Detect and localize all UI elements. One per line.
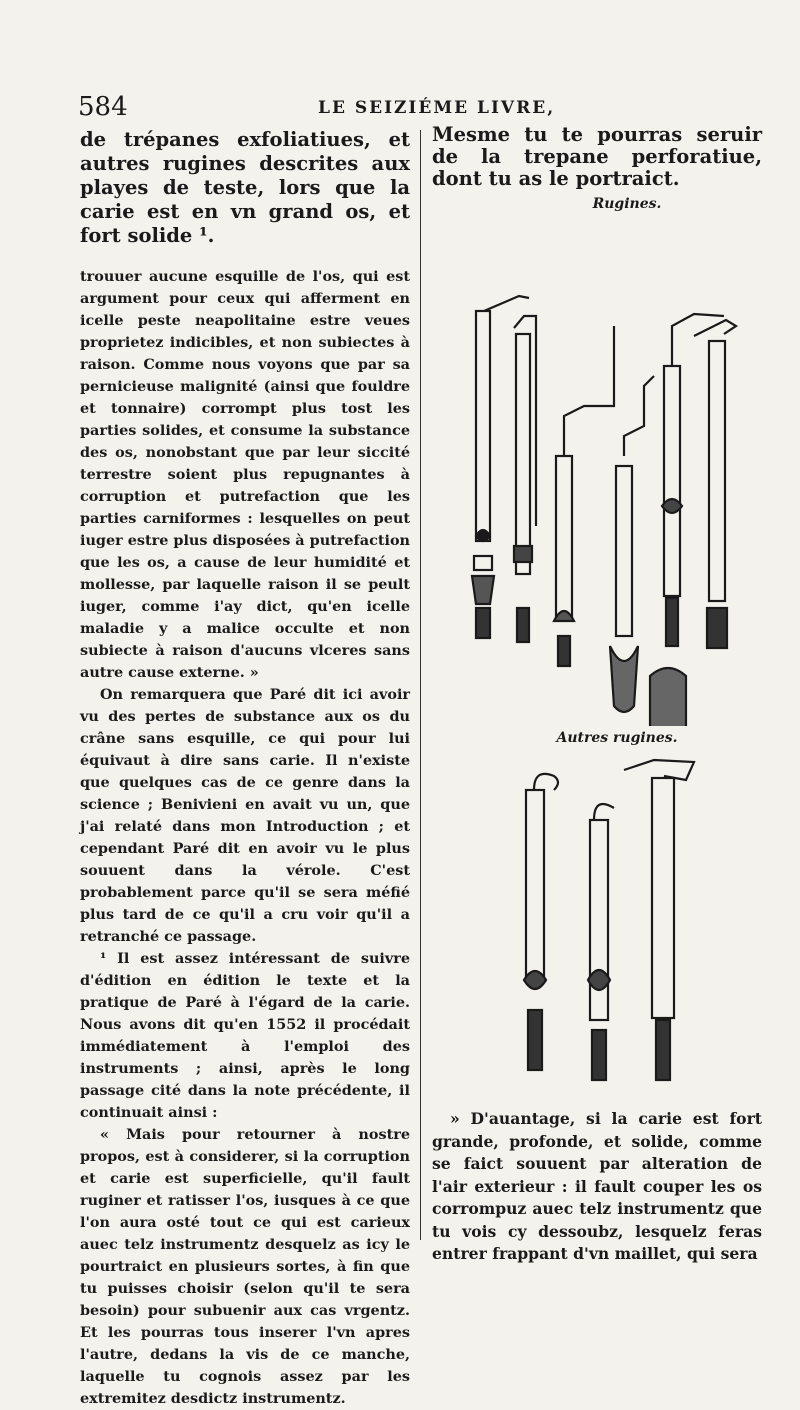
right-column <box>432 124 762 1266</box>
running-head <box>78 92 768 122</box>
rugines-illustration <box>424 216 764 726</box>
right-bottom-text: » D'auantage, si la carie est fort grande, profonde, et solide, comme se faict souuent par alteration de l'air exterieur : il fault couper les os corrompuz auec telz instrumentz que tu vois cy dessoubz, lesquelz feras entrer frappant d'vn maillet, qui sera <box>432 1109 762 1263</box>
right-lead-text: Mesme tu te pourras seruir de la trepane perforatiue, dont tu as le portraict. <box>432 123 762 190</box>
running-title: LE SEIZIÉME LIVRE, <box>318 98 556 118</box>
figure-caption-rugines: Rugines. <box>592 196 662 212</box>
figure-caption-autres-rugines: Autres rugines. <box>556 730 678 746</box>
left-lead-text: de trépanes exfoliatiues, et autres rugines descrites aux playes de teste, lors que la carie est en vn grand os, et fort solide ¹. <box>80 128 410 247</box>
note-paragraph-2: On remarquera que Paré dit ici avoir vu des pertes de substance aux os du crâne sans esquille, ce qui pour lui équivaut à dire sans carie. Il n'existe que quelques cas de ce genre dans la science ; Benivieni en avait vu un, que j'ai relaté dans mon Introduction ; et cependant Paré dit en avoir vu le plus souuent dans la vérole. C'est probablement parce qu'il se sera méfié plus tard de ce qu'il a cru voir qu'il a retranché ce passage. <box>80 686 410 945</box>
note-paragraph-3: ¹ Il est assez intéressant de suivre d'édition en édition le texte et la pratique de Paré à l'égard de la carie. Nous avons dit qu'en 1552 il procédait immédiatement à l'emploi des instruments ; ainsi, après le long passage cité dans la note précédente, il continuait ainsi : <box>80 950 410 1121</box>
page-number: 584 <box>78 92 128 122</box>
left-column <box>80 128 410 1410</box>
autres-rugines-illustration <box>424 750 764 1090</box>
column-rule <box>420 130 421 1240</box>
note-paragraph-1: trouuer aucune esquille de l'os, qui est argument pour ceux qui afferment en icelle peste neapolitaine estre veues proprietez indicibles, et non subiectes à raison. Comme nous voyons que par sa pernicieuse malignité (ainsi que fouldre et tonnaire) corrompt plus tost les parties solides, et consume la substance des os, nonobstant que par leur siccité terrestre soient plus repugnantes à corruption et putrefaction que les parties carniformes : lesquelles on peut iuger estre plus disposées à putrefaction que les os, a cause de leur humidité et mollesse, par laquelle raison il se peult iuger, comme i'ay dict, qu'en icelle maladie y a malice occulte et non subiecte à raison d'aucuns vlceres sans autre cause externe. » <box>80 268 411 681</box>
note-paragraph-4: « Mais pour retourner à nostre propos, est à considerer, si la corruption et carie est superficielle, qu'il fault ruginer et ratisser l'os, iusques à ce que l'on aura osté tout ce qui est carieux auec telz instrumentz desquelz as icy le pourtraict en plusieurs sortes, à fin que tu puisses choisir (selon qu'il te sera besoin) pour subuenir aux cas vrgentz. Et les pourras tous inserer l'vn apres l'autre, dedans la vis de ce manche, laquelle tu cognois assez par les extremitez desdictz instrumentz. <box>80 1126 410 1407</box>
